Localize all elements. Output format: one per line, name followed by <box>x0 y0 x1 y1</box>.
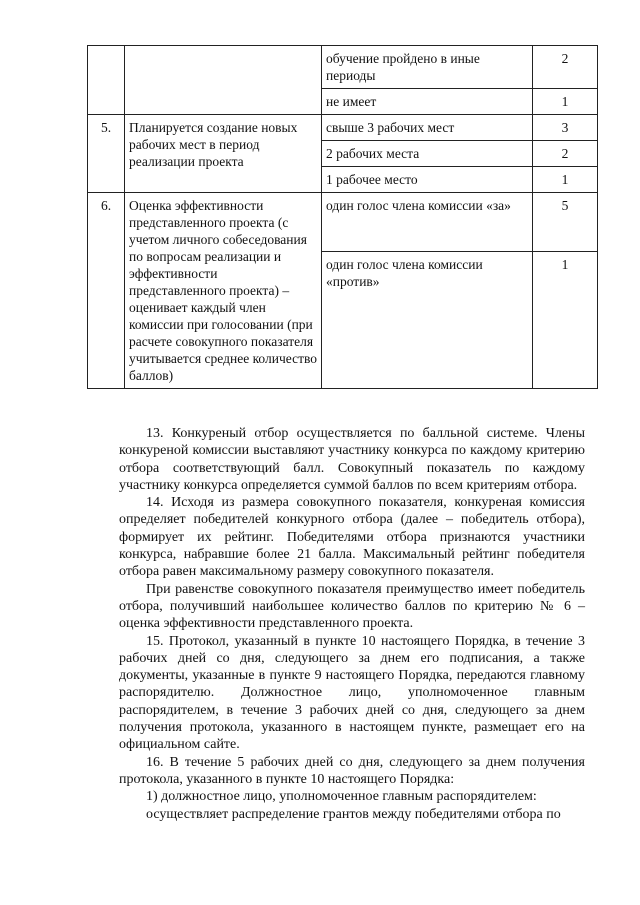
row-number <box>88 46 125 115</box>
paragraph-16-item-1: 1) должностное лицо, уполномоченное главным распорядителем: <box>146 789 537 805</box>
table-row <box>88 115 598 141</box>
paragraph-15: 15. Протокол, указанный в пункте 10 настоящего Порядка, в течение 3 рабочих дней со дня, следующего за днем его подписания, а также документы, указанные в пункте 9 настоящего Порядка, передаются главному распорядителю. Должностное лицо, уполномоченное главным распорядителем, в течение 3 рабочих дней со дня, следующего за днем получения протокола, указанного в настоящем пункте, размещает его на официальном сайте. <box>119 633 585 753</box>
option-cell: 1 рабочее место <box>322 167 533 193</box>
paragraph-13: 13. Конкуреный отбор осуществляется по балльной системе. Члены конкуреной комиссии выставляют участнику конкурса по каждому критерию отбора соответствующий балл. Совокупный показатель по каждому участнику конкурса определяется суммой баллов по всем критериям отбора. <box>119 426 585 493</box>
score-cell: 2 <box>533 46 598 89</box>
criterion-cell: Планируется создание новых рабочих мест в период реализации проекта <box>125 115 322 193</box>
table-row <box>88 193 598 252</box>
option-cell: свыше 3 рабочих мест <box>322 115 533 141</box>
criterion-cell: Оценка эффективности представленного проекта (с учетом личного собеседования по вопросам реализации и эффективности представленного проекта) – оценивает каждый член комиссии при голосовании (при расчете совокупного показателя учитывается среднее количество баллов) <box>125 193 322 389</box>
table-row <box>88 46 598 89</box>
score-cell: 1 <box>533 252 598 389</box>
score-cell: 5 <box>533 193 598 252</box>
score-cell: 1 <box>533 167 598 193</box>
option-cell: не имеет <box>322 89 533 115</box>
option-cell: один голос члена комиссии «за» <box>322 193 533 252</box>
body-text <box>119 425 585 823</box>
paragraph-14: 14. Исходя из размера совокупного показателя, конкуреная комиссия определяет победителей конкурного отбора (далее – победитель отбора), формирует их рейтинг. Победителями отбора признаются участники конкурса, набравшие более 21 балла. Максимальный рейтинг победителя отбора равен максимальному размеру совокупного показателя. <box>119 495 585 580</box>
criterion-cell <box>125 46 322 115</box>
option-cell: обучение пройдено в иные периоды <box>322 46 533 89</box>
score-cell: 3 <box>533 115 598 141</box>
paragraph-16: 16. В течение 5 рабочих дней со дня, следующего за днем получения протокола, указанного в пункте 10 настоящего Порядка: <box>119 754 585 787</box>
row-number: 6. <box>88 193 125 389</box>
option-cell: 2 рабочих места <box>322 141 533 167</box>
score-cell: 2 <box>533 141 598 167</box>
row-number: 5. <box>88 115 125 193</box>
paragraph-14-tie: При равенстве совокупного показателя преимущество имеет победитель отбора, получивший наибольшее количество баллов по критерию № 6 – оценка эффективности представленного проекта. <box>119 581 585 632</box>
criteria-table <box>87 45 598 389</box>
score-cell: 1 <box>533 89 598 115</box>
paragraph-16-item-1-text: осуществляет распределение грантов между победителями отбора по <box>146 806 561 822</box>
option-cell: один голос члена комиссии «против» <box>322 252 533 389</box>
